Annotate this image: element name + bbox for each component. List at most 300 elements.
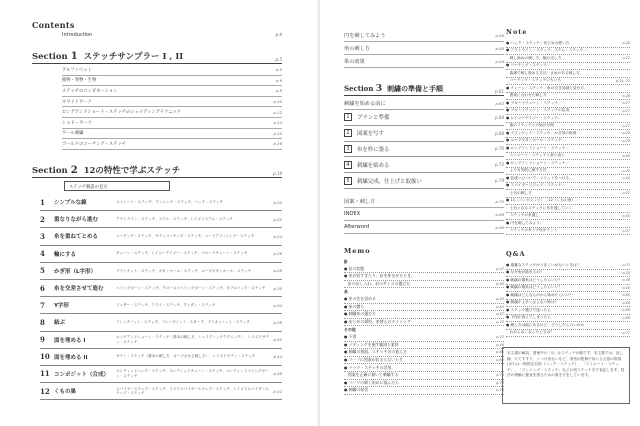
chapter-row[interactable] xyxy=(40,211,282,228)
section2-page: p.19 xyxy=(273,171,282,176)
memo-item[interactable] xyxy=(344,357,504,365)
qa-item-page: p.65 xyxy=(622,293,630,298)
note-item-label: ● ブロードチェーン・ステッチ／ xyxy=(506,100,562,105)
note-item-page: p.40 xyxy=(622,153,630,158)
index-item-page: p.75 xyxy=(495,198,504,204)
section1-item-label: アルファベット xyxy=(62,67,92,73)
note-item[interactable] xyxy=(506,153,630,161)
note-item-label: ● ループボタンホール・ステッチ xyxy=(506,138,562,143)
section1-item-label: 植物・果物・生物 xyxy=(62,78,97,84)
qa-item-label: ● 刺繍の端糸はどうしたらいい？ xyxy=(506,285,563,290)
section3-step[interactable] xyxy=(344,157,504,173)
section1-item-label: ゴールドのコーチング・ステッチ xyxy=(62,141,126,147)
chapter-title: 糸を交差させて進む xyxy=(54,286,104,293)
chapter-row[interactable] xyxy=(40,228,282,245)
chapter-page: p.24 xyxy=(273,233,282,239)
section1-title: ステッチサンプラー I , II xyxy=(83,52,184,62)
memo-item-label: ● フープに図案が収まらないとき xyxy=(344,357,403,363)
note-item-page: p.26 xyxy=(622,93,630,98)
step-number: 3 xyxy=(344,145,352,153)
section1-item[interactable] xyxy=(62,97,282,108)
section3-num: 3 xyxy=(375,84,383,94)
top-item[interactable] xyxy=(344,55,504,68)
memo-item-page: p.67 xyxy=(496,312,504,317)
chapter-page: p.36 xyxy=(273,319,282,325)
memo-item-page: p.47 xyxy=(496,266,504,271)
memo-item-label: ● 刺繍の刻限、ステッチ名の覚え方 xyxy=(344,349,407,355)
memo-item[interactable] xyxy=(344,288,504,296)
section1-item-label: ワール刺繍 xyxy=(62,131,84,137)
memo-item-label: ● 刺繍の保管 xyxy=(344,387,369,393)
step-label: 図案を写す xyxy=(357,131,384,138)
note-item-label: ● ロングアンドショート・ステッチ／ xyxy=(506,160,570,165)
chapter-title: 輪にする xyxy=(54,251,77,258)
chapter-title: かぎ形（L字形） xyxy=(54,268,97,275)
qa-item-label: ● 刺繍が上手くならない時は？ xyxy=(506,300,559,305)
memo-item-label: ● 糸が短すぎたり、針を休ませるとき、 xyxy=(344,273,415,279)
memo-item-page: p.32 xyxy=(496,335,504,340)
section1-item-page: p.16 xyxy=(273,141,282,147)
note-item-page: p.27 xyxy=(622,123,630,128)
note-item[interactable] xyxy=(506,115,630,123)
memo-item-page: p.48 xyxy=(496,342,504,347)
note-item[interactable] xyxy=(506,160,630,168)
note-item[interactable] xyxy=(506,183,630,191)
section3-page: p.61 xyxy=(495,89,504,94)
chapter-row[interactable] xyxy=(40,297,282,314)
note-item-label: ステッチのタイプ別ポイント xyxy=(506,228,558,233)
memo-item-label: ● 糸の先を留める xyxy=(344,296,376,302)
chapter-title: Y字形 xyxy=(54,303,69,310)
chapter-stitches: ストレート・ステッチ、ランニング・ステッチ、バック・ステッチ xyxy=(116,199,224,204)
section1-item[interactable] xyxy=(62,65,282,76)
chapter-number: 10 xyxy=(40,352,50,362)
index-items xyxy=(344,195,504,234)
note-item[interactable] xyxy=(506,55,630,63)
chapter-stitches: ヘリングボーン・ステッチ、クローズドヘリングボーン・ステッチ、ダブルバック・ステッチ xyxy=(116,285,266,290)
memo-item-label: ● 糸の撚り xyxy=(344,303,365,309)
note-item[interactable] xyxy=(506,213,630,221)
chapter-row[interactable] xyxy=(40,263,282,280)
chapter-row[interactable] xyxy=(40,246,282,263)
note-item-label: 図案に合わせた刺し方 xyxy=(506,93,547,98)
note-item[interactable] xyxy=(506,123,630,131)
section2-label: Section xyxy=(32,166,68,176)
section3-pre-page: p.62 xyxy=(495,100,504,106)
qa-item[interactable] xyxy=(506,277,630,285)
qa-item-label: ● ステッチ選びで迷ったら xyxy=(506,307,551,312)
memo-item[interactable] xyxy=(344,372,504,380)
qa-item-page: p.50 xyxy=(622,285,630,290)
qa-title: Q&A xyxy=(506,250,526,258)
note-item-page: p.55 xyxy=(622,213,630,218)
chapter-page: p.28 xyxy=(273,268,282,274)
chapter-stitches: サテン・ステッチ（基本の刺し方、カーブさせる刺し方）、レイズドサテン・ステッチ xyxy=(116,354,256,359)
step-page: p.70 xyxy=(495,146,504,152)
chapter-stitches: ブランケット・ステッチ、ボタンホール・ステッチ、ループボタンホール・ステッチ xyxy=(116,268,252,273)
note-item-page: p.43 xyxy=(622,176,630,181)
section1-label: Section xyxy=(32,52,68,62)
chapter-number: 4 xyxy=(40,249,45,259)
note-item[interactable] xyxy=(506,205,630,213)
note-item[interactable] xyxy=(506,198,630,206)
index-item-page: p.90 xyxy=(495,224,504,230)
note-item-page: p.22 xyxy=(622,56,630,61)
chapter-row[interactable] xyxy=(40,314,282,331)
memo-item[interactable] xyxy=(344,258,504,266)
memo-item[interactable] xyxy=(344,334,504,342)
qa-item-label: ● 下図が消えてしまったら xyxy=(506,315,551,320)
note-item[interactable] xyxy=(506,48,630,56)
section1-item[interactable] xyxy=(62,139,282,150)
chapter-title: 面を埋める II xyxy=(54,354,88,361)
section1-item-label: ステッチのコンビネーション xyxy=(62,88,118,94)
chapter-title: コンポジット（合成） xyxy=(54,371,110,378)
intro-label: Introduction xyxy=(62,32,93,38)
chapter-row[interactable] xyxy=(40,349,282,366)
note-item-label: 刺し始めの刺し方、幅の出し方 xyxy=(506,55,562,60)
memo-item-label: ● 刺繍糸の選び方 xyxy=(344,311,376,317)
note-item[interactable] xyxy=(506,228,630,236)
memo-item-page: p.72 xyxy=(496,320,504,325)
top-item[interactable] xyxy=(344,29,504,42)
section3-step[interactable] xyxy=(344,142,504,158)
memo-item[interactable] xyxy=(344,319,504,327)
memo-list xyxy=(344,258,504,395)
step-label: 刺繍完成、仕上げと取扱い xyxy=(357,178,422,185)
qa-item-label: ● 複雑なステッチがうまくいかないときは？ xyxy=(506,262,581,267)
qa-item-page: p.33 xyxy=(622,263,630,268)
note-item[interactable] xyxy=(506,168,630,176)
chapter-row[interactable] xyxy=(40,383,282,400)
memo-item-label: ● バック・ステッチの活用、 xyxy=(344,364,396,370)
chapter-stitches: スパイダースウェブ・ステッチ、リブドスパイダースウェブ・ステッチ、レイズドスパイダースウェブ・ステッチ xyxy=(116,386,269,396)
memo-item[interactable] xyxy=(344,281,504,289)
chapter-page: p.30 xyxy=(273,285,282,291)
chapter-title: 糸を重ねてとめる xyxy=(54,234,98,241)
note-item-label: ● アウトライン・ステッチ、ステム・ステッチ／ xyxy=(506,48,588,53)
qa-item-page: p.71 xyxy=(622,330,630,335)
chapter-page: p.22 xyxy=(273,216,282,222)
qa-item[interactable] xyxy=(506,330,630,338)
qa-item[interactable] xyxy=(506,270,630,278)
chapter-title: くもの巣 xyxy=(54,389,77,396)
section1-item-page: p.15 xyxy=(273,130,282,136)
note-item[interactable] xyxy=(506,70,630,78)
note-item-label: 土台となるステッチに糸を通していく xyxy=(506,205,573,210)
note-item-label: ● 色違いについて／メリットをつける xyxy=(506,175,570,180)
chapter-number: 8 xyxy=(40,317,45,327)
section3-heading[interactable] xyxy=(344,84,504,96)
guide-label: ステッチ解説の見方 xyxy=(69,185,108,190)
step-number: 1 xyxy=(344,113,352,121)
chapter-number: 12 xyxy=(40,386,50,396)
step-number: 2 xyxy=(344,129,352,137)
step-page: p.72 xyxy=(495,162,504,168)
index-item[interactable] xyxy=(344,221,504,234)
top-item-label: 円を刺してみよう xyxy=(344,32,386,39)
section1-page: p.5 xyxy=(275,57,282,62)
top-item-label: 角の刺し方 xyxy=(344,45,370,52)
memo-item-page: p.64 xyxy=(496,304,504,309)
chapter-stitches: フレンチノット・ステッチ、フレンチノット・スターク、ブリオンノット・ステッチ xyxy=(116,320,250,325)
note-item-page: p.27 xyxy=(622,108,630,113)
section1-item-page: p.6 xyxy=(275,77,282,83)
chapter-page: p.52 xyxy=(273,388,282,394)
memo-item-page: p.73 xyxy=(496,380,504,385)
chapter-number: 11 xyxy=(40,369,50,379)
top-item-page: p.58 xyxy=(495,45,504,51)
note-item[interactable] xyxy=(506,138,630,146)
note-item[interactable] xyxy=(506,78,630,86)
chapter-title: 重なりながら進む xyxy=(54,217,99,224)
memo-item-label: 図案を正確に描いて刺繍する xyxy=(344,372,399,378)
qa-item-page: p.68 xyxy=(622,300,630,305)
qa-item[interactable] xyxy=(506,262,630,270)
note-item[interactable] xyxy=(506,93,630,101)
note-item-label: ● ブランケット・ステッチ／かぎ形の角度 xyxy=(506,130,577,135)
note-item-page: p.52 xyxy=(622,191,630,196)
note-item-label: 曲線で刺し進める方法、止めのある刺し方 xyxy=(506,70,580,75)
top-item-page: p.56 xyxy=(495,32,504,38)
note-list xyxy=(506,40,630,235)
chapter-page: p.26 xyxy=(273,251,282,257)
chapter-title: 結ぶ xyxy=(54,320,66,327)
memo-item[interactable] xyxy=(344,273,504,281)
qa-item-label: ● 刺し方は他にあるけど、どうしたらいいのか xyxy=(506,322,585,327)
note-item-label: 土台の刺し方 xyxy=(506,190,532,195)
section3-step[interactable] xyxy=(344,126,504,142)
section2-heading[interactable] xyxy=(32,164,282,178)
note-item[interactable] xyxy=(506,85,630,93)
note-item[interactable] xyxy=(506,40,630,48)
chapter-row[interactable] xyxy=(40,366,282,383)
memo-item-label: ● パディングを施す範囲と素材 xyxy=(344,341,399,347)
memo-item-label: ● 下図 xyxy=(344,334,357,340)
memo-item[interactable] xyxy=(344,342,504,350)
step-label: プランと準備 xyxy=(357,115,390,122)
note-item-label: ● 11（コンポジット）、12（くもの巣）／ xyxy=(506,198,579,203)
memo-item[interactable] xyxy=(344,387,504,395)
section1-list xyxy=(62,65,282,150)
chapter-page: p.44 xyxy=(273,354,282,360)
step-number: 4 xyxy=(344,161,352,169)
note-item-page: p.29 xyxy=(622,138,630,143)
note-item-label: ● 円を刺してみよう／ xyxy=(506,220,544,225)
chapter-number: 6 xyxy=(40,283,45,293)
qa-item[interactable] xyxy=(506,300,630,308)
memo-item-label: ● 針の状態 xyxy=(344,265,365,271)
chapter-stitches: アウトライン・ステッチ、ステム・ステッチ、レイズドステム・ステッチ xyxy=(116,216,234,221)
note-item-label: 他のステッチとの組合せ例 xyxy=(506,123,554,128)
qa-item[interactable] xyxy=(506,285,630,293)
section3-step[interactable] xyxy=(344,110,504,126)
note-item[interactable] xyxy=(506,63,630,71)
note-item-page: p.20 xyxy=(622,41,630,46)
memo-item[interactable] xyxy=(344,326,504,334)
step-label: 布を枠に張る xyxy=(357,146,390,153)
qa-item[interactable] xyxy=(506,292,630,300)
note-item-label: コーチング・ステッチいろいろ xyxy=(506,78,561,83)
chapter-page: p.48 xyxy=(273,371,282,377)
qa-item-label: わからなくなったときは？ xyxy=(506,330,554,335)
chapter-stitches: スレディッドバック・ステッチ、スレディッドチェーン・ステッチ、スレディッドヘリングボーン・ステッチ xyxy=(116,369,269,378)
note-item-label: ● ブロードチェーン・ステッチの応用 xyxy=(506,108,570,113)
note-item-label: ● スパイダースウェブ・ステッチ／ xyxy=(506,183,566,188)
top-item[interactable] xyxy=(344,42,504,55)
memo-item[interactable] xyxy=(344,296,504,304)
section1-item[interactable] xyxy=(62,107,282,118)
qa-item[interactable] xyxy=(506,322,630,330)
chapter-row[interactable] xyxy=(40,280,282,297)
note-item[interactable] xyxy=(506,108,630,116)
section1-heading[interactable] xyxy=(32,50,282,64)
index-item[interactable] xyxy=(344,195,504,208)
qa-item[interactable] xyxy=(506,307,630,315)
chapter-number: 5 xyxy=(40,266,45,276)
step-number: 5 xyxy=(344,177,352,185)
qa-item[interactable] xyxy=(506,315,630,323)
chapter-list xyxy=(40,194,282,400)
section1-item-label: ロングアンドショート・ステッチのシェイディングテクニック xyxy=(62,110,181,116)
index-item-label: INDEX xyxy=(344,211,361,217)
guide-box[interactable] xyxy=(64,181,170,191)
memo-item-label: 針 xyxy=(344,258,348,264)
note-item-label: ● ロングアンドショート・ステッチ／ xyxy=(506,145,570,150)
note-item[interactable] xyxy=(506,100,630,108)
note-item[interactable] xyxy=(506,220,630,228)
chapter-number: 9 xyxy=(40,335,45,345)
note-title: Note xyxy=(506,28,528,36)
memo-item-page: p.70 xyxy=(496,373,504,378)
section1-item-label: シャドーワーク xyxy=(62,120,92,126)
section3-title: 刺繍の準備と手順 xyxy=(387,84,443,93)
chapter-number: 1 xyxy=(40,197,45,207)
memo-item-label: 糸 xyxy=(344,289,348,295)
chapter-page: p.34 xyxy=(273,302,282,308)
memo-item-page: p.43 xyxy=(496,297,504,302)
chapter-number: 2 xyxy=(40,214,45,224)
section3-pre[interactable] xyxy=(344,97,504,110)
qa-item-label: ● なぜ糸が絡まるの？ xyxy=(506,270,544,275)
section1-item[interactable] xyxy=(62,86,282,97)
chapter-stitches: コーチング・ステッチ、サテンコーチング・ステッチ、コードアフィリング・ステッチ xyxy=(116,234,255,239)
remark-box: 本文書の解説、図案中の「S」はステッチの略です。本文書では、直し線、たてすすり、シつけ糸ないなど、著者が監修で用いる言語の推奨(または一般的な名称（バック・ステッチ）、「ストレート・ステッチ」、「ランニング・ステッチ」などの別ステッチ名で表記します。技法の理解に便宜を図るための書き方をしています。 xyxy=(502,347,630,404)
section1-item[interactable] xyxy=(62,129,282,140)
note-item-label: ● バック・ステッチ／糸どめの使い方 xyxy=(506,40,570,45)
section1-item-page: p.5 xyxy=(275,67,282,73)
memo-item[interactable] xyxy=(344,311,504,319)
top-item-page: p.59 xyxy=(495,58,504,64)
section2-num: 2 xyxy=(70,165,78,176)
note-item-label: ● レイジーデイジー・ステッチ／ xyxy=(506,115,562,120)
qa-item-page: p.38 xyxy=(622,278,630,283)
memo-item-label: ● パーツの刺し始めに悩んだら xyxy=(344,379,400,385)
index-item-label: 図案・刺し方 xyxy=(344,198,376,205)
memo-item[interactable] xyxy=(344,364,504,372)
memo-item[interactable] xyxy=(344,266,504,274)
memo-item-label: その他 xyxy=(344,327,356,333)
step-page: p.64 xyxy=(495,114,504,120)
memo-item-label: 針の出し入れ、針のサイズの選び方 xyxy=(344,281,411,287)
chapter-stitches: フェザー・ステッチ、フライ・ステッチ、クレタン・ステッチ xyxy=(116,302,216,307)
qa-item-label: ● 刺繍はどんなものから始めたらいい？ xyxy=(506,292,574,297)
note-item-page: p.57 xyxy=(622,228,630,233)
note-item-label: ストレート・ステッチと表と返と xyxy=(506,153,565,158)
section1-item-page: p.14 xyxy=(273,120,282,126)
qa-item-page: p.69 xyxy=(622,315,630,320)
intro-row[interactable] xyxy=(62,32,282,38)
note-item[interactable] xyxy=(506,190,630,198)
chapter-number: 3 xyxy=(40,231,45,241)
memo-item[interactable] xyxy=(344,349,504,357)
memo-item-label: ● 布どめの場所、糸替えのタイミング xyxy=(344,319,411,325)
index-item[interactable] xyxy=(344,208,504,221)
section3-step[interactable] xyxy=(344,173,504,189)
intro-page: p.4 xyxy=(275,32,282,37)
step-label: 刺繍を始める xyxy=(357,162,390,169)
qa-item-page: p.35 xyxy=(622,270,630,275)
note-item-page: p.24, 25 xyxy=(615,78,630,83)
section3-label: Section xyxy=(344,84,374,93)
step-page: p.68 xyxy=(495,130,504,136)
section1-item[interactable] xyxy=(62,76,282,87)
note-item-label: より写実的に刺す方法 xyxy=(506,168,547,173)
chapter-title: 面を埋める I xyxy=(54,337,86,344)
memo-item[interactable] xyxy=(344,380,504,388)
section1-item-page: p.10 xyxy=(273,99,282,105)
section1-item[interactable] xyxy=(62,118,282,129)
memo-item-page: p.60 xyxy=(496,350,504,355)
note-item-label: ● チェーン・ステッチ／糸の引き加減と見せ方、 xyxy=(506,85,588,90)
section1-item-page: p.8 xyxy=(275,88,282,94)
note-item[interactable] xyxy=(506,145,630,153)
memo-item-page: p.74 xyxy=(496,388,504,393)
note-item-page: p.28 xyxy=(622,131,630,136)
index-item-label: Afterword xyxy=(344,224,370,230)
memo-title: Memo xyxy=(344,247,371,255)
section3-list xyxy=(344,97,504,189)
memo-item-page: p.50 xyxy=(496,282,504,287)
chapter-title: シンプルな線 xyxy=(54,200,87,207)
chapter-row[interactable] xyxy=(40,194,282,211)
qa-list xyxy=(506,262,630,337)
chapter-page: p.40 xyxy=(273,337,282,343)
contents-title: Contents xyxy=(32,20,75,30)
memo-item-page: p.66 xyxy=(496,358,504,363)
section1-num: 1 xyxy=(70,51,78,62)
section1-item-label: ホワイトワーク xyxy=(62,99,92,105)
chapter-row[interactable] xyxy=(40,332,282,349)
qa-item-page: p.69 xyxy=(622,308,630,313)
note-item-label: ステッチの糸通し xyxy=(506,213,540,218)
note-item[interactable] xyxy=(506,130,630,138)
note-item-page: p.27 xyxy=(622,101,630,106)
step-page: p.74 xyxy=(495,178,504,184)
contents-right-page xyxy=(320,0,640,426)
qa-item-label: ● 刺繍の端糸はどうしたらいい？ xyxy=(506,277,563,282)
chapter-number: 7 xyxy=(40,300,45,310)
section2-title: 12の特性で学ぶステッチ xyxy=(83,166,181,176)
top-item-label: 糸の効果 xyxy=(344,58,365,65)
chapter-stitches: ロングアンドショート・ステッチ（基本の刺し方、シェイディングテクニック）、レイズドサテン・ステッチ xyxy=(116,335,270,344)
section1-item-page: p.12 xyxy=(273,109,282,115)
note-item[interactable] xyxy=(506,175,630,183)
note-item-label: ● コーチング・ステッチ／ xyxy=(506,63,551,68)
note-item-page: p.42 xyxy=(622,168,630,173)
memo-item[interactable] xyxy=(344,304,504,312)
section3-pre-label: 刺繍を始める前に xyxy=(344,100,386,107)
